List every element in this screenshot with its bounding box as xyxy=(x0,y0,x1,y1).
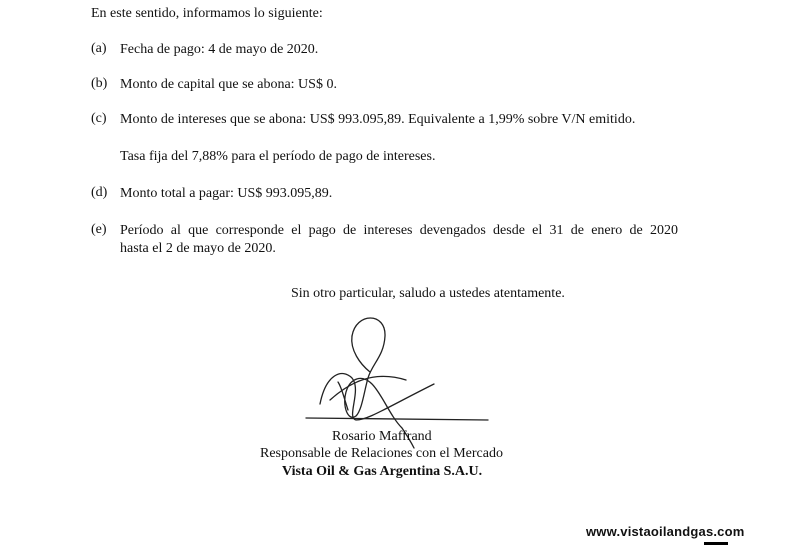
item-e-text-line1: Período al que corresponde el pago de intereses devengados desde el 31 de enero de 2020 xyxy=(120,223,678,238)
item-d-label: (d) xyxy=(91,185,108,200)
signatory-role: Responsable de Relaciones con el Mercado xyxy=(260,446,503,461)
company-name: Vista Oil & Gas Argentina S.A.U. xyxy=(282,464,483,479)
item-a-text: Fecha de pago: 4 de mayo de 2020. xyxy=(120,42,319,57)
item-d-text: Monto total a pagar: US$ 993.095,89. xyxy=(120,186,333,201)
item-e-label: (e) xyxy=(91,222,107,237)
item-e-text-line2: hasta el 2 de mayo de 2020. xyxy=(120,241,276,256)
item-c-label: (c) xyxy=(91,111,107,126)
item-c-text: Monto de intereses que se abona: US$ 993.095,89. Equivalente a 1,99% sobre V/N emitido. xyxy=(120,112,636,127)
intro-text: En este sentido, informamos lo siguiente: xyxy=(91,6,323,21)
item-a-label: (a) xyxy=(91,41,107,56)
closing-text: Sin otro particular, saludo a ustedes atentamente. xyxy=(291,286,565,301)
item-c-extra-text: Tasa fija del 7,88% para el período de pago de intereses. xyxy=(120,149,436,164)
footer-accent-bar xyxy=(704,542,728,545)
item-b-label: (b) xyxy=(91,76,108,91)
signatory-name: Rosario Maffrand xyxy=(332,429,432,444)
item-b-text: Monto de capital que se abona: US$ 0. xyxy=(120,77,337,92)
footer-website: www.vistaoilandgas.com xyxy=(586,524,745,539)
